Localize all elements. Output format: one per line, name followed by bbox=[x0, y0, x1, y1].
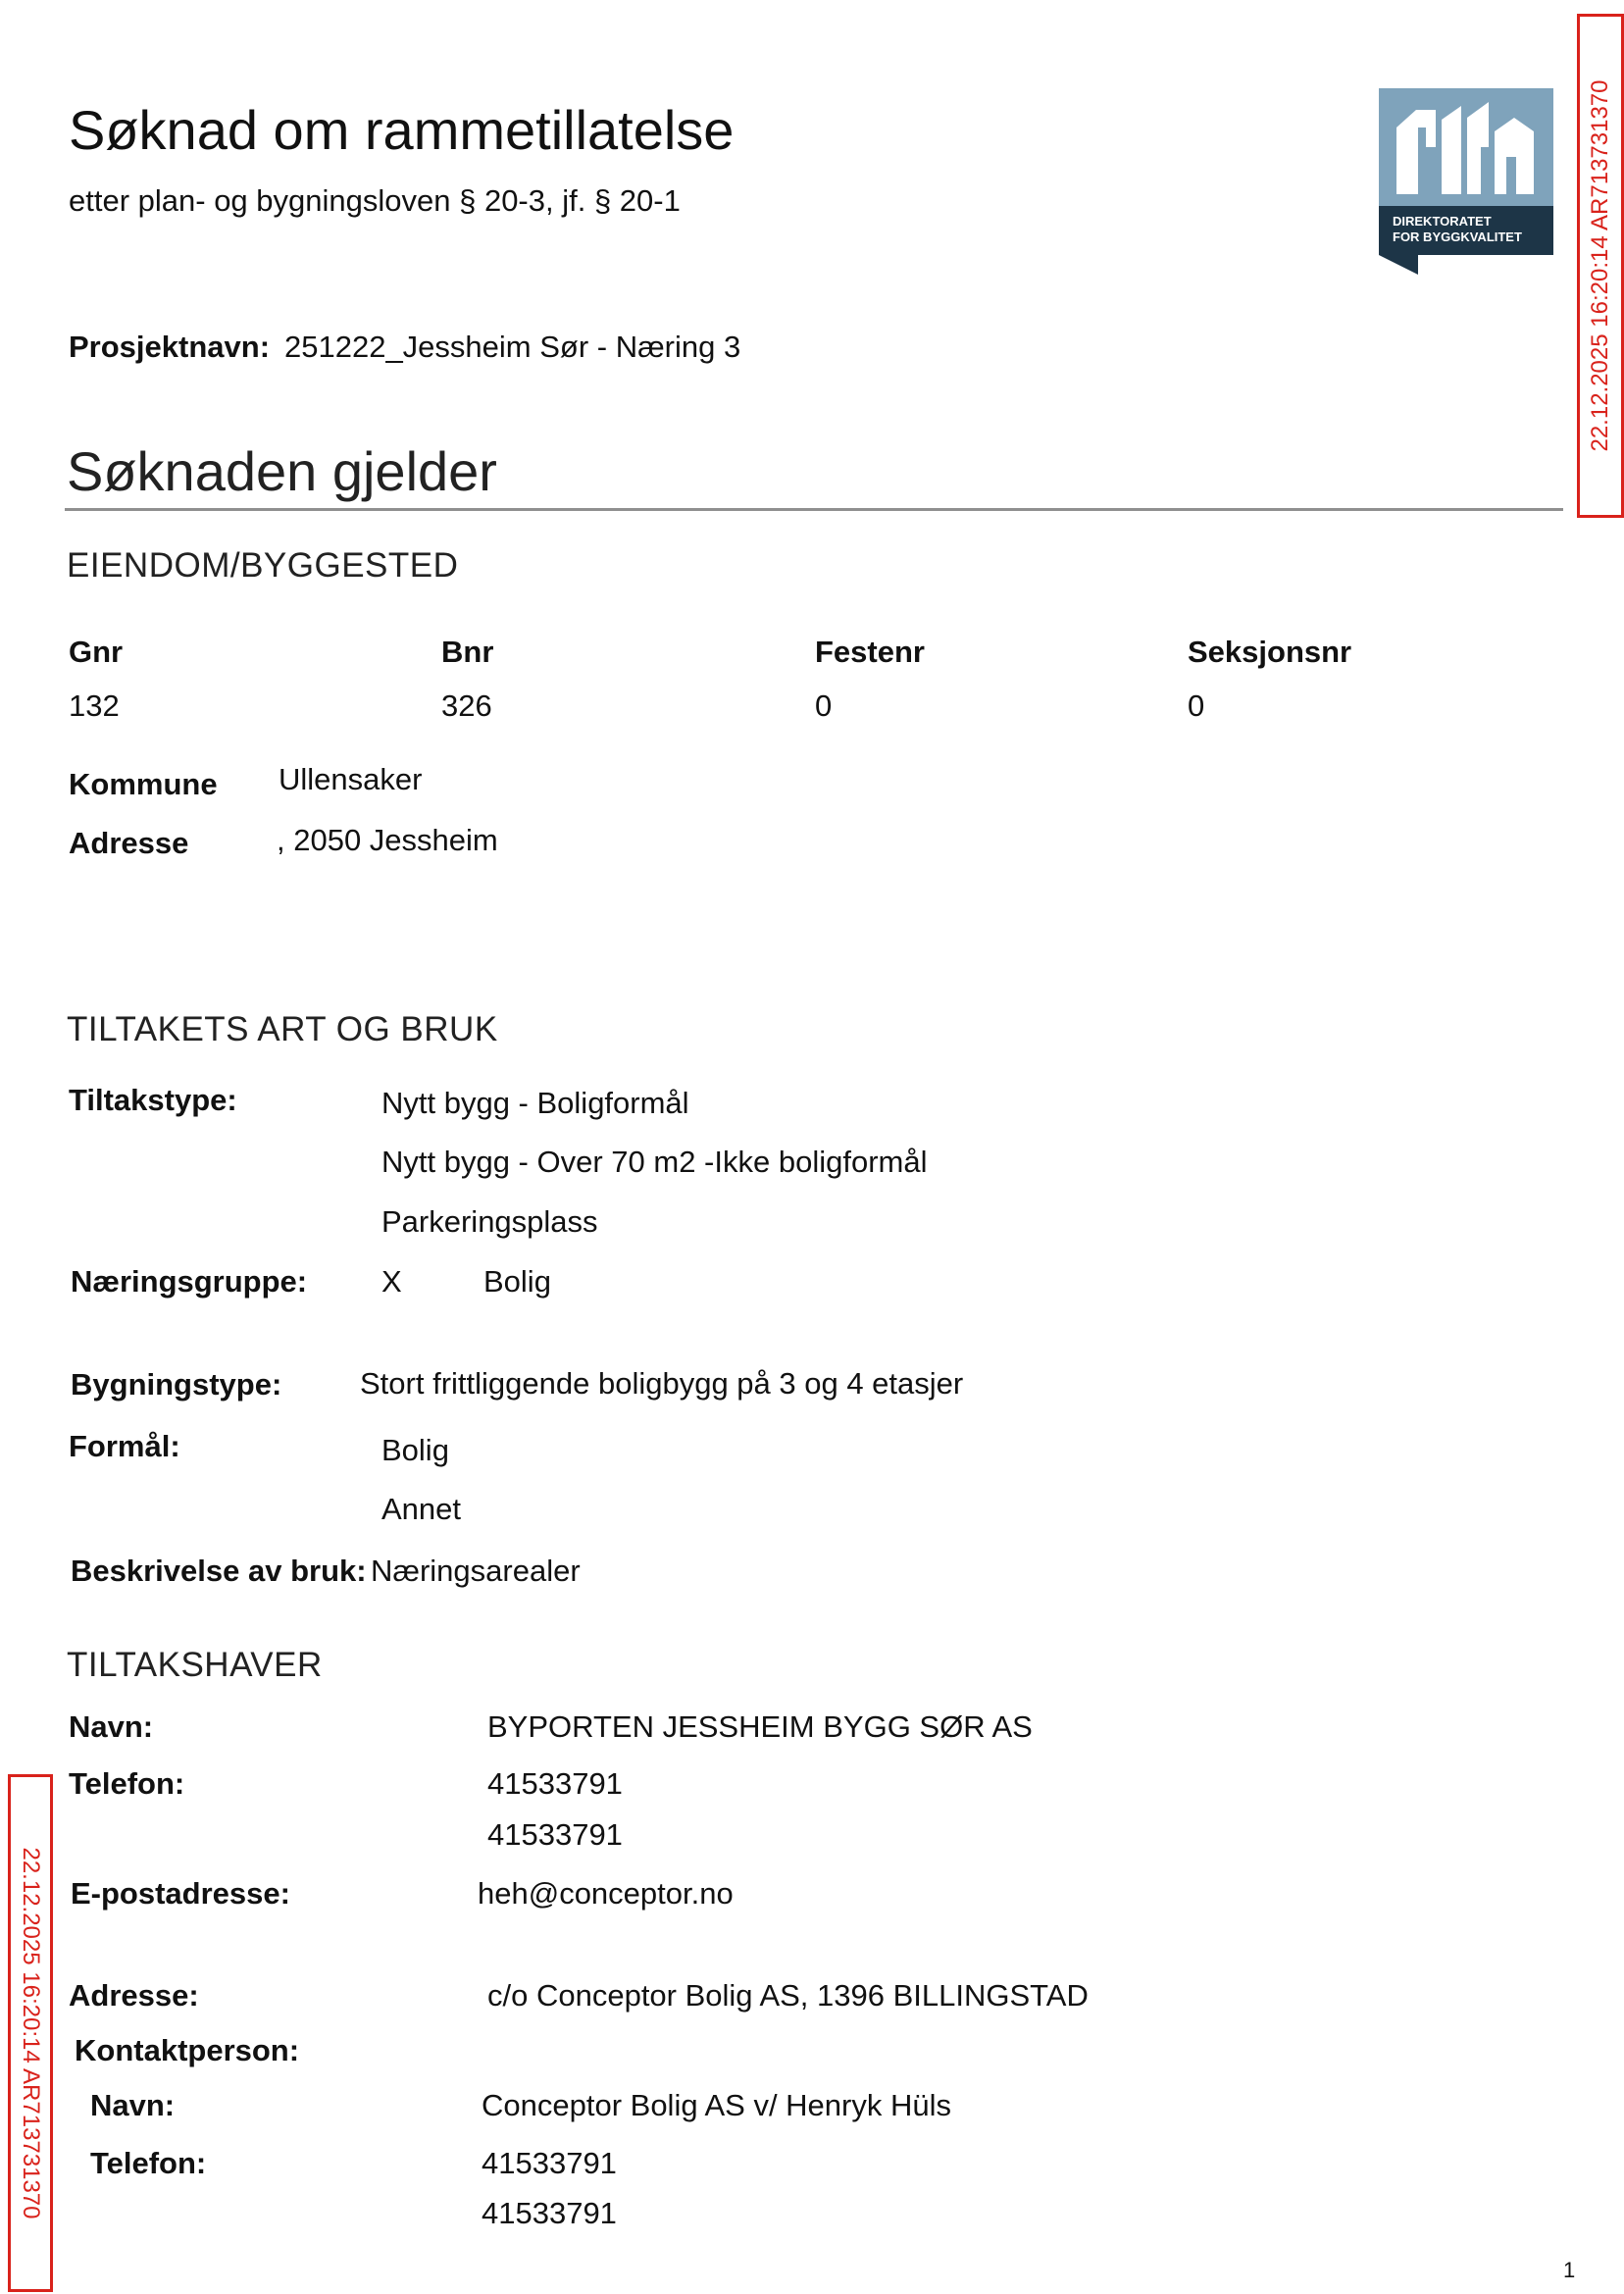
page-number: 1 bbox=[1563, 2258, 1576, 2282]
tiltakshaver-epost-label: E-postadresse: bbox=[71, 1876, 290, 1911]
tiltakstype-item: Parkeringsplass bbox=[381, 1204, 598, 1239]
formal-item: Bolig bbox=[381, 1433, 449, 1467]
kommune-value: Ullensaker bbox=[279, 762, 423, 796]
tiltakstype-item: Nytt bygg - Boligformål bbox=[381, 1086, 689, 1120]
section-heading: Søknaden gjelder bbox=[67, 440, 497, 502]
kontaktperson-navn-label: Navn: bbox=[90, 2088, 176, 2122]
kontaktperson-label: Kontaktperson: bbox=[75, 2033, 300, 2067]
bnr-value: 326 bbox=[441, 688, 492, 723]
dibk-logo bbox=[1379, 88, 1553, 275]
bygningstype-value: Stort frittliggende boligbygg på 3 og 4 etasjer bbox=[360, 1366, 964, 1401]
tiltakshaver-adresse-label: Adresse: bbox=[69, 1978, 199, 2013]
gnr-label: Gnr bbox=[69, 635, 124, 669]
archive-stamp-top: 22.12.2025 16:20:14 AR713731370 bbox=[1577, 14, 1624, 518]
festenr-value: 0 bbox=[815, 688, 833, 723]
archive-stamp-left: 22.12.2025 16:20:14 AR713731370 bbox=[8, 1774, 53, 2292]
tiltakshaver-navn-label: Navn: bbox=[69, 1709, 154, 1744]
svg-text:DIREKTORATET: DIREKTORATET bbox=[1393, 214, 1492, 229]
kontaktperson-navn-value: Conceptor Bolig AS v/ Henryk Hüls bbox=[482, 2088, 951, 2122]
tiltakstype-item: Nytt bygg - Over 70 m2 -Ikke boligformål bbox=[381, 1145, 928, 1179]
kommune-label: Kommune bbox=[69, 767, 218, 801]
tiltakstype-label: Tiltakstype: bbox=[69, 1083, 237, 1117]
gnr-value: 132 bbox=[69, 688, 120, 723]
beskrivelse-value: Næringsarealer bbox=[371, 1554, 581, 1588]
project-label: Prosjektnavn: bbox=[69, 330, 271, 364]
bnr-label: Bnr bbox=[441, 635, 494, 669]
bygningstype-label: Bygningstype: bbox=[71, 1367, 282, 1402]
project-name: 251222_Jessheim Sør - Næring 3 bbox=[284, 330, 741, 364]
tiltakshaver-navn-value: BYPORTEN JESSHEIM BYGG SØR AS bbox=[487, 1709, 1033, 1744]
seksjonsnr-label: Seksjonsnr bbox=[1188, 635, 1352, 669]
document-title: Søknad om rammetillatelse bbox=[69, 99, 735, 161]
tiltakshaver-telefon-label: Telefon: bbox=[69, 1766, 185, 1801]
tiltakshaver-telefon-value: 41533791 bbox=[487, 1766, 623, 1801]
formal-label: Formål: bbox=[69, 1429, 180, 1463]
naeringsgruppe-label: Næringsgruppe: bbox=[71, 1264, 308, 1299]
formal-item: Annet bbox=[381, 1492, 462, 1526]
tiltakshaver-epost-value: heh@conceptor.no bbox=[478, 1876, 734, 1911]
svg-text:FOR BYGGKVALITET: FOR BYGGKVALITET bbox=[1393, 229, 1522, 244]
tiltakshaver-heading: TILTAKSHAVER bbox=[67, 1646, 323, 1684]
property-heading: EIENDOM/BYGGESTED bbox=[67, 546, 459, 585]
tiltakshaver-telefon-value: 41533791 bbox=[487, 1817, 623, 1852]
naeringsgruppe-value: Bolig bbox=[483, 1264, 551, 1299]
festenr-label: Festenr bbox=[815, 635, 925, 669]
section-divider bbox=[65, 508, 1563, 511]
tiltak-heading: TILTAKETS ART OG BRUK bbox=[67, 1010, 498, 1048]
building-logo-icon bbox=[1379, 88, 1553, 275]
kontaktperson-telefon-value: 41533791 bbox=[482, 2196, 617, 2230]
naeringsgruppe-code: X bbox=[381, 1264, 402, 1299]
document-subtitle: etter plan- og bygningsloven § 20-3, jf. § 20-1 bbox=[69, 183, 681, 218]
kontaktperson-telefon-label: Telefon: bbox=[90, 2146, 207, 2180]
adresse-value: , 2050 Jessheim bbox=[277, 823, 498, 857]
beskrivelse-label: Beskrivelse av bruk: bbox=[71, 1554, 367, 1588]
seksjonsnr-value: 0 bbox=[1188, 688, 1205, 723]
adresse-label: Adresse bbox=[69, 826, 189, 860]
tiltakshaver-adresse-value: c/o Conceptor Bolig AS, 1396 BILLINGSTAD bbox=[487, 1978, 1089, 2013]
kontaktperson-telefon-value: 41533791 bbox=[482, 2146, 617, 2180]
